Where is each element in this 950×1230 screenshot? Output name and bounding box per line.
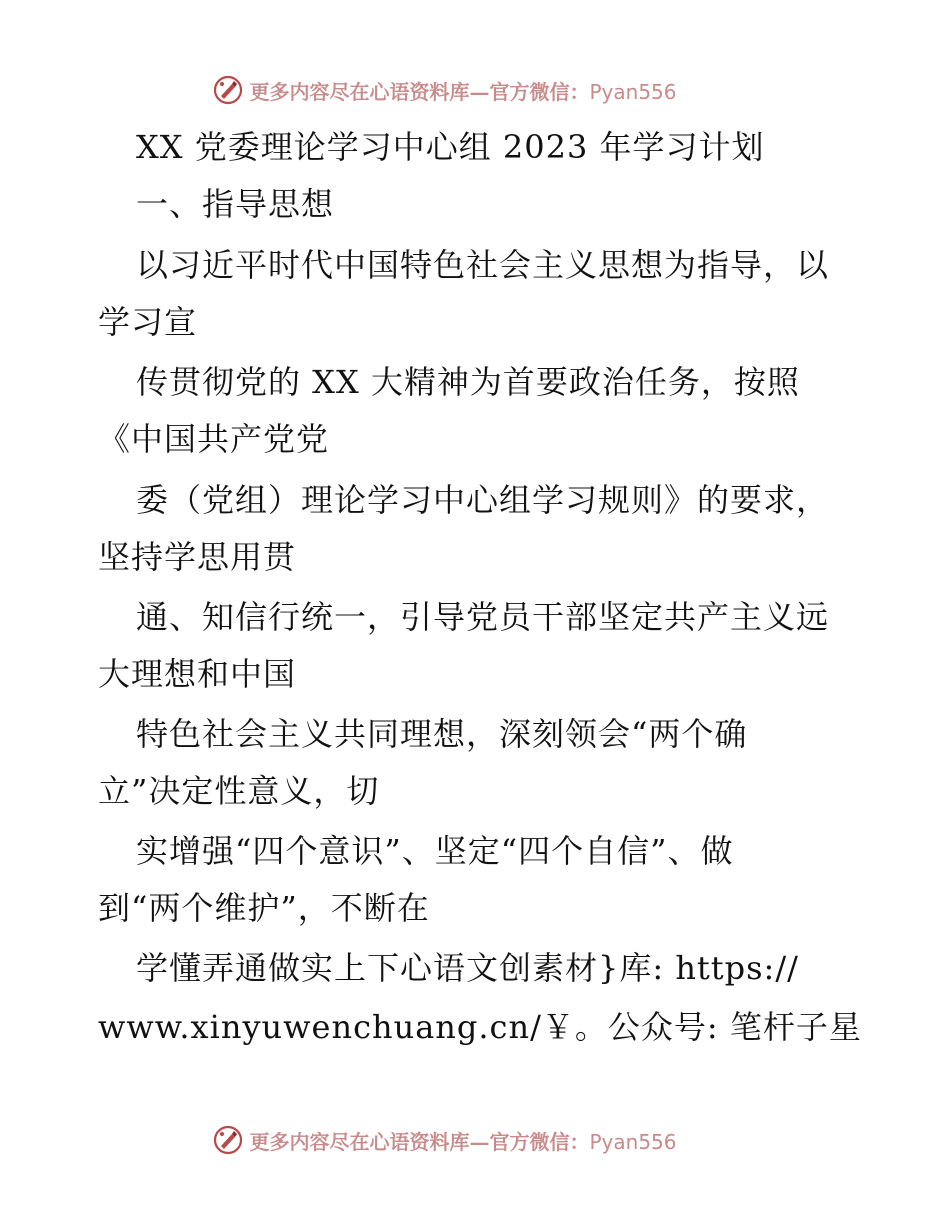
watermark-text: 更多内容尽在心语资料库—官方微信：Pyan556	[249, 79, 677, 104]
paragraph-line: 坚持学思用贯	[98, 538, 297, 576]
paragraph-line: 到“两个维护”，不断在	[98, 889, 430, 927]
pen-emblem-icon	[213, 1125, 243, 1155]
paragraph-line: 学懂弄通做实上下心语文创素材}库: https://	[136, 949, 799, 987]
paragraph-line: 立”决定性意义，切	[98, 772, 380, 810]
paragraph-line: 实增强“四个意识”、坚定“四个自信”、做	[136, 832, 734, 870]
paragraph-line: 特色社会主义共同理想，深刻领会“两个确	[136, 715, 748, 753]
paragraph-line: 大理想和中国	[98, 655, 297, 693]
section-heading: 一、指导思想	[136, 185, 335, 223]
watermark-text: 更多内容尽在心语资料库—官方微信：Pyan556	[249, 1129, 677, 1154]
paragraph-line: 《中国共产党党	[98, 420, 330, 458]
paragraph-line: 学习宣	[98, 303, 198, 341]
paragraph-line: 传贯彻党的 XX 大精神为首要政治任务，按照	[136, 363, 800, 401]
document-title: XX 党委理论学习中心组 2023 年学习计划	[136, 128, 765, 166]
paragraph-line: 通、知信行统一，引导党员干部坚定共产主义远	[136, 598, 830, 636]
header-watermark	[0, 70, 950, 110]
paragraph-line: 委（党组）理论学习中心组学习规则》的要求，	[136, 481, 830, 519]
footer-watermark	[0, 1120, 950, 1160]
paragraph-line: 以习近平时代中国特色社会主义思想为指导，以	[136, 246, 830, 284]
pen-emblem-icon	[213, 75, 243, 105]
paragraph-line: www.xinyuwenchuang.cn/￥。公众号: 笔杆子星	[98, 1008, 862, 1046]
